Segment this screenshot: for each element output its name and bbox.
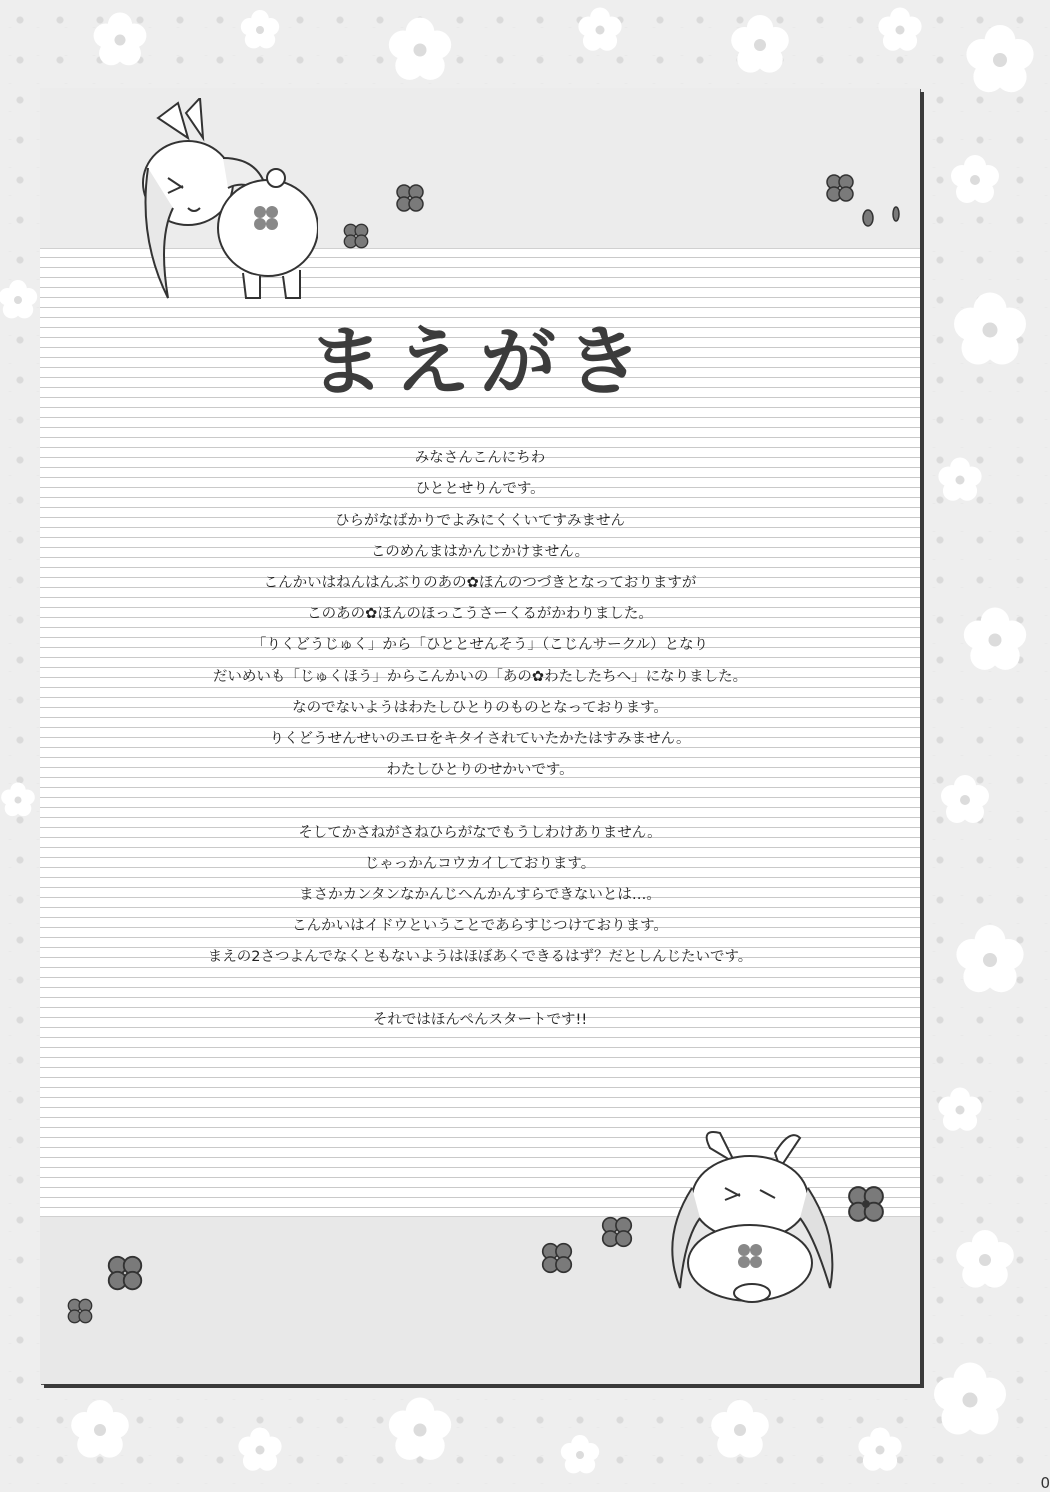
body-line: ひらがなばかりでよみにくくいてすみません bbox=[335, 513, 625, 529]
body-line: りくどうせんせいのエロをキタイされていたかたはすみません。 bbox=[269, 731, 691, 747]
body-line: みなさんこんにちわ bbox=[414, 450, 546, 466]
lined-paper bbox=[40, 88, 920, 1384]
body-line: このめんまはかんじかけません。 bbox=[370, 544, 590, 560]
body-line: このあの✿ほんのほっこうさーくるがかわりました。 bbox=[307, 606, 653, 622]
body-line: まえの2さつよんでなくともないようはほぼあくできるはず？だとしんじたいです。 bbox=[207, 949, 753, 965]
clover-icon bbox=[535, 1236, 579, 1280]
clover-icon bbox=[338, 218, 374, 254]
chibi-girl-lying-on-plush-illustration bbox=[640, 1128, 850, 1308]
body-line: なのでないようはわたしひとりのものとなっております。 bbox=[292, 700, 668, 716]
body-line: そしてかさねがさねひらがなでもうしわけありません。 bbox=[298, 825, 662, 841]
clover-icon bbox=[390, 178, 430, 218]
body-line: わたしひとりのせかいです。 bbox=[386, 762, 574, 778]
clover-icon bbox=[595, 1210, 639, 1254]
body-line: まさかカンタンなかんじへんかんすらできないとは…。 bbox=[299, 887, 661, 903]
body-line: 「りくどうじゅく」から「ひととせんそう」（こじんサークル）となり bbox=[251, 637, 709, 653]
chibi-girl-hugging-plush-illustration bbox=[128, 98, 318, 308]
clover-icon bbox=[100, 1248, 150, 1298]
body-line: それではほんぺんスタートです!! bbox=[372, 1012, 588, 1028]
body-line: じゃっかんコウカイしております。 bbox=[364, 856, 596, 872]
page-number: 0 bbox=[1040, 1474, 1050, 1492]
clover-icon bbox=[62, 1293, 98, 1329]
body-line: こんかいはイドウということであらすじつけております。 bbox=[292, 918, 668, 934]
clover-icon bbox=[820, 168, 860, 208]
body-line: ひととせりんです。 bbox=[415, 481, 545, 497]
body-line: だいめいも「じゅくほう」からこんかいの「あの✿わたしたちへ」になりました。 bbox=[212, 669, 748, 685]
leaf-icon bbox=[860, 206, 904, 230]
page-title: まえがき bbox=[308, 317, 652, 406]
body-line: こんかいはねんはんぶりのあの✿ほんのつづきとなっておりますが bbox=[263, 575, 697, 591]
